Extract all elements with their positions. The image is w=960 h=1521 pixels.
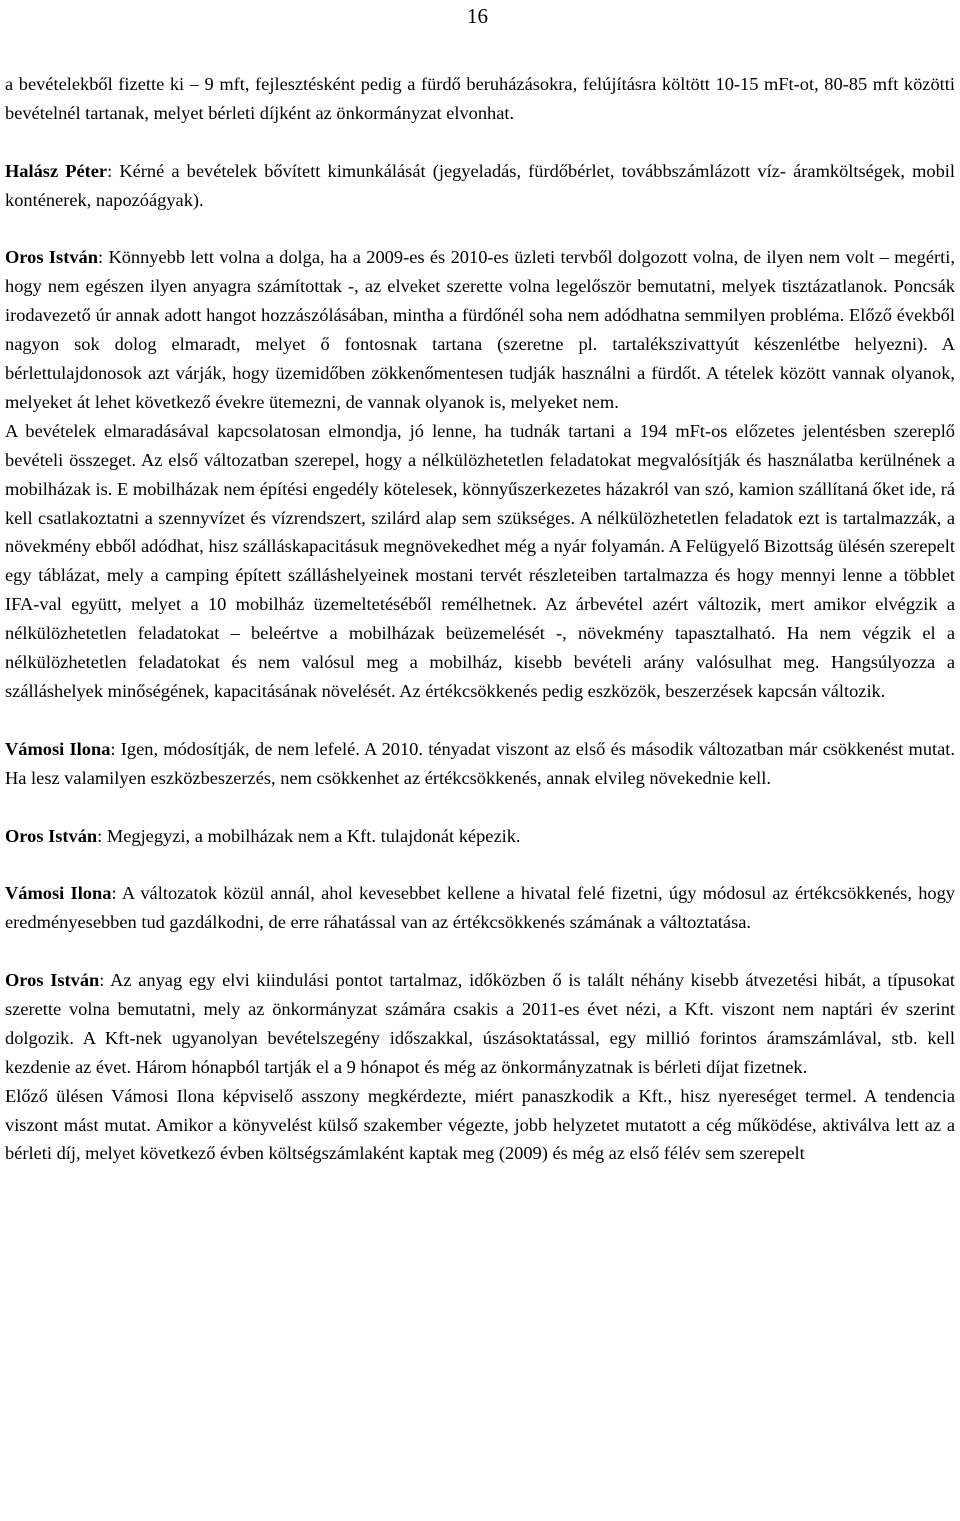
speaker-name: Halász Péter bbox=[5, 160, 108, 181]
paragraph-text: : Megjegyzi, a mobilházak nem a Kft. tulajdonát képezik. bbox=[97, 825, 521, 846]
paragraph-vamosi-ilona-1 bbox=[5, 735, 955, 793]
paragraph-text: : A változatok közül annál, ahol kevesebbet kellene a hivatal felé fizetni, úgy módosul az értékcsökkenés, hogy eredményesebben tud gazdálkodni, de erre ráhatással van az értékcsökkenés számának a változtatása. bbox=[5, 883, 956, 933]
speaker-name: Vámosi Ilona bbox=[5, 883, 112, 904]
paragraph-oros-istvan-2 bbox=[5, 822, 955, 851]
speaker-name: Vámosi Ilona bbox=[5, 738, 111, 759]
paragraph-text: : Kérné a bevételek bővített kimunkálását (jegyeladás, fürdőbérlet, továbbszámlázott víz- áramköltségek, mobil konténerek, napozóágyak). bbox=[5, 160, 955, 210]
page-number: 16 bbox=[467, 4, 488, 28]
paragraph-intro bbox=[5, 70, 955, 128]
paragraph-text: : Az anyag egy elvi kiindulási pontot tartalmaz, időközben ő is talált néhány kisebb átvezetési hibát, a típusokat szerette volna bemutatni, mely az önkormányzat számára csakis a 2011-es évet nézi, a Kft. viszont nem naptári év szerint dolgozik. A Kft-nek ugyanolyan bevételszegény időszakkal, úszásoktatással, egy millió forintos áramszámlával, stb. kell kezdenie az évet. Három hónapból tartják el a 9 hónapot és még az önkormányzatnak is bérleti díjat fizetnek. bbox=[5, 970, 955, 1077]
paragraph-bevetelek bbox=[5, 417, 955, 706]
paragraph-vamosi-ilona-2 bbox=[5, 879, 955, 937]
paragraph-oros-istvan-3 bbox=[5, 966, 955, 1082]
speaker-name: Oros István bbox=[5, 825, 98, 846]
paragraph-text: : Könnyebb lett volna a dolga, ha a 2009-es és 2010-es üzleti tervből dolgozott volna, de ilyen nem volt – megérti, hogy nem egészen ilyen anyagra számítottak -, az elveket szerette volna legelőször bemutatni, melyek tisztázatlanok. Poncsák irodavezető úr annak adott hangot hozzászólásában, mintha a fürdőnél soha nem adódhatna semmilyen probléma. Előző évekből nagyon sok dolog elmaradt, melyet ő fontosnak tartana (szeretne pl. tartalékszivattyút készenlétbe helyezni). A bérlettulajdonosok azt várják, hogy üzemidőben zökkenőmentesen tudják használni a fürdőt. A tételek között vannak olyanok, melyeket át lehet következő évekre ütemezni, de vannak olyanok is, melyeket nem. bbox=[5, 247, 955, 412]
paragraph-text: A bevételek elmaradásával kapcsolatosan elmondja, jó lenne, ha tudnák tartani a 194 mFt-os előzetes jelentésben szereplő bevételi összeget. Az első változatban szerepel, hogy a nélkülözhetetlen feladatokat megvalósítják és használatba kerülnének a mobilházak is. E mobilházak nem építési engedély kötelesek, könnyűszerkezetes házakról van szó, kamion szállítaná őket ide, rá kell csatlakoztatni a szennyvízet és vízrendszert, szilárd alap sem szükséges. A nélkülözhetetlen feladatok ezt is tartalmazzák, a növekmény ebből adódhat, hisz szálláskapacitásuk megnövekedhet még a nyár folyamán. A Felügyelő Bizottság ülésén szerepelt egy táblázat, mely a camping épített szálláshelyeinek mostani tervét részleteiben tartalmazza és hogy mennyi lenne a többlet IFA-val együtt, melyet a 10 mobilház üzemeltetéséből remélhetnek. Az árbevétel azért változik, mert amikor elvégzik a nélkülözhetetlen feladatokat – beleértve a mobilházak beüzemelését -, növekmény tapasztalható. Ha nem végzik el a nélkülözhetetlen feladatokat és nem valósul meg a mobilház, kisebb bevételi arány valósulhat meg. Hangsúlyozza a szálláshelyek minőségének, kapacitásának növelését. Az értékcsökkenés pedig eszközök, beszerzések kapcsán változik. bbox=[5, 420, 955, 701]
paragraph-text: Előző ülésen Vámosi Ilona képviselő asszony megkérdezte, miért panaszkodik a Kft., hisz nyereséget termel. A tendencia viszont mást mutat. Amikor a könyvelést külső szakember végezte, jobb helyzetet mutatott a cég működése, aktiválva lett az a bérleti díj, melyet következő évben költségszámlaként kaptak meg (2009) és még az első félév sem szerepelt bbox=[5, 1085, 955, 1164]
paragraph-elozo-ulesen bbox=[5, 1082, 955, 1169]
document-body bbox=[5, 70, 955, 1168]
paragraph-text: a bevételekből fizette ki – 9 mft, fejlesztésként pedig a fürdő beruházásokra, felújításra költött 10-15 mFt-ot, 80-85 mft közötti bevételnél tartanak, melyet bérleti díjként az önkormányzat elvonhat. bbox=[5, 74, 955, 123]
paragraph-oros-istvan-1 bbox=[5, 243, 955, 416]
paragraph-halasz-peter bbox=[5, 157, 955, 215]
speaker-name: Oros István bbox=[5, 247, 98, 268]
speaker-name: Oros István bbox=[5, 970, 100, 990]
paragraph-text: : Igen, módosítják, de nem lefelé. A 2010. tényadat viszont az első és második változatban már csökkenést mutat. Ha lesz valamilyen eszközbeszerzés, nem csökkenhet az értékcsökkenés, annak elvileg növekednie kell. bbox=[5, 738, 955, 788]
